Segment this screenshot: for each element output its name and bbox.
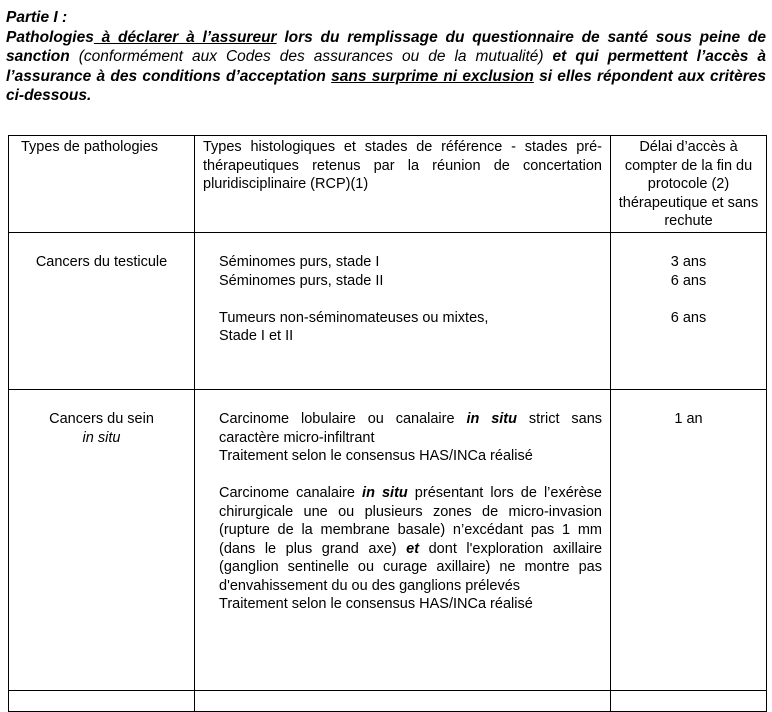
delai-seminome-stade-2: 6 ans — [670, 272, 707, 289]
pathology-testicule: Cancers du testicule — [9, 233, 195, 390]
traitement-consensus-2: Traitement selon le consensus HAS/INCa réalisé — [219, 596, 533, 612]
table-row-sein — [9, 390, 767, 691]
type-seminome-stade-1: Séminomes purs, stade I — [219, 254, 380, 270]
intro-conditions: et qui permettent l’accès à l’assurance à des conditions d’acceptation — [6, 48, 766, 85]
types-sein — [195, 390, 611, 691]
header-types-pathologies: Types de pathologies — [9, 136, 195, 233]
section-intro — [6, 28, 766, 106]
pathology-sein-label: Cancers du sein — [49, 411, 154, 427]
header-types-histologiques: Types histologiques et stades de référence - stades pré-thérapeutiques retenus par la réunion de concertation pluridisciplinaire (RCP)(1) — [195, 136, 611, 233]
intro-pathologies: Pathologies — [6, 28, 94, 46]
intro-criteres: si elles répondent aux critères ci-dessous. — [6, 67, 766, 104]
delais-testicule — [611, 233, 767, 390]
pathology-sein-in-situ: in situ — [82, 429, 121, 446]
table-row-continued — [9, 691, 767, 712]
document-header — [6, 8, 766, 106]
intro-declare-assureur: à déclarer à l’assureur — [93, 28, 277, 46]
type-tumeurs-non-seminomateuses: Tumeurs non-séminomateuses ou mixtes, — [219, 309, 489, 326]
delai-tumeurs-non-seminomateuses: 6 ans — [670, 309, 707, 326]
table-row-testicule — [9, 233, 767, 390]
intro-codes-assurances: (conformément aux Codes des assurances ou de la mutualité) — [78, 48, 544, 65]
section-title: Partie I : — [6, 9, 68, 26]
traitement-consensus-1: Traitement selon le consensus HAS/INCa réalisé — [219, 448, 533, 464]
type-seminome-stade-2: Séminomes purs, stade II — [219, 272, 384, 289]
pathologies-table — [8, 135, 767, 712]
table-header-row — [9, 136, 767, 233]
type-tumeurs-stade: Stade I et II — [219, 328, 294, 344]
intro-sans-surprime: sans surprime ni exclusion — [331, 67, 534, 85]
type-carcinome-canalaire-micro-invasion: Carcinome canalaire in situ présentant lors de l’exérèse chirurgicale une ou plusieurs zones de micro-invasion (rupture de la membrane basale) n’excédant pas 1 mm (dans le plus grand axe) et dont l'exploration axillaire (ganglion sentinelle ou curage axillaire) ne montre pas d'envahissement du ou des ganglions prélevés — [219, 485, 603, 594]
type-carcinome-lobulaire: Carcinome lobulaire ou canalaire in situ strict sans caractère micro-infiltrant — [219, 411, 603, 446]
delai-sein: 1 an — [611, 390, 767, 691]
types-testicule — [195, 233, 611, 390]
pathology-sein — [9, 390, 195, 691]
header-delai-acces: Délai d’accès à compter de la fin du protocole (2) thérapeutique et sans rechute — [611, 136, 767, 233]
delai-seminome-stade-1: 3 ans — [670, 254, 707, 270]
intro-sanction: lors du remplissage du questionnaire de santé sous peine de sanction — [6, 28, 766, 65]
